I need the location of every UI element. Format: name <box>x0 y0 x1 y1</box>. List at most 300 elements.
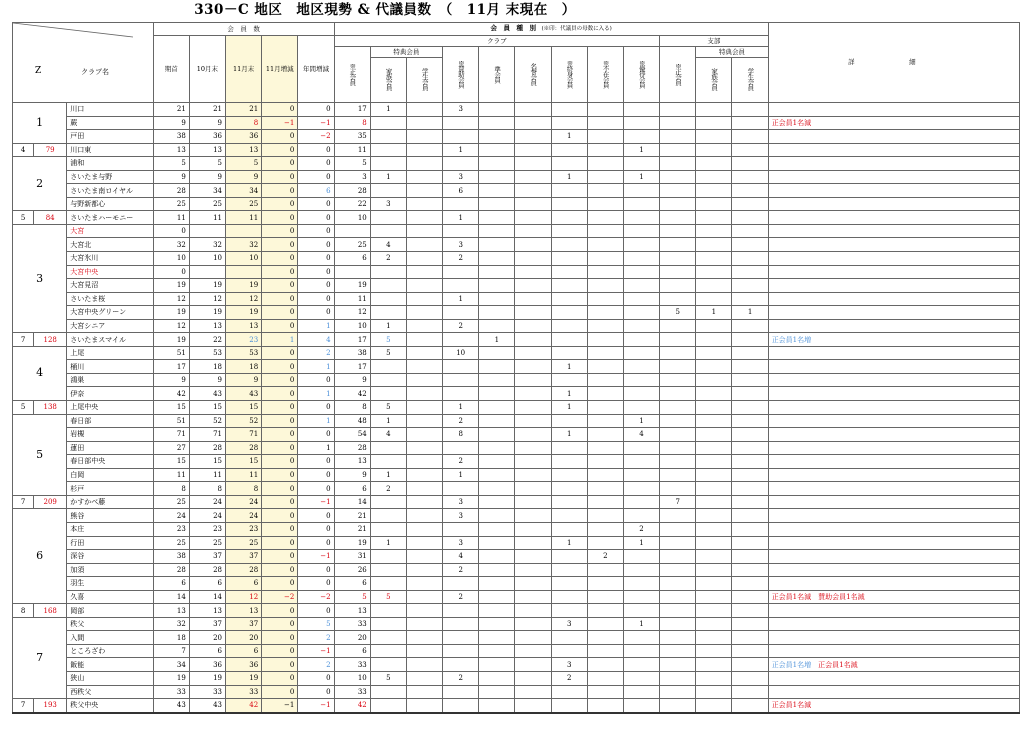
count-2: 6 <box>226 577 262 591</box>
type-5 <box>515 685 551 699</box>
type-1 <box>370 441 406 455</box>
type-5 <box>515 373 551 387</box>
type-7 <box>587 103 623 117</box>
type-8 <box>623 346 659 360</box>
branch-2 <box>732 130 768 144</box>
branch-2 <box>732 252 768 266</box>
branch-0 <box>660 116 696 130</box>
type-4 <box>479 360 515 374</box>
type-5 <box>515 509 551 523</box>
branch-2 <box>732 143 768 157</box>
type-8: 4 <box>623 428 659 442</box>
count-4: 0 <box>298 197 334 211</box>
type-8: 2 <box>623 522 659 536</box>
club-name: 浦和 <box>67 157 153 171</box>
type-7 <box>587 130 623 144</box>
type-5 <box>515 441 551 455</box>
count-2: 42 <box>226 699 262 713</box>
count-4: 6 <box>298 184 334 198</box>
type-1: 2 <box>370 482 406 496</box>
club-row <box>13 265 1020 279</box>
type-2 <box>406 590 442 604</box>
count-4: 0 <box>298 170 334 184</box>
detail-cell <box>768 170 1019 184</box>
type-1: 1 <box>370 414 406 428</box>
branch-2 <box>732 590 768 604</box>
detail-cell <box>768 306 1019 320</box>
count-4: 0 <box>298 522 334 536</box>
branch-0 <box>660 279 696 293</box>
type-2 <box>406 604 442 618</box>
type-7 <box>587 604 623 618</box>
count-1: 11 <box>189 468 225 482</box>
club-name: 狭山 <box>67 671 153 685</box>
type-7 <box>587 184 623 198</box>
type-1 <box>370 658 406 672</box>
type-8 <box>623 373 659 387</box>
branch-1 <box>696 468 732 482</box>
club-name: 戸田 <box>67 130 153 144</box>
count-2: 25 <box>226 536 262 550</box>
type-2 <box>406 116 442 130</box>
type-8 <box>623 360 659 374</box>
type-5 <box>515 482 551 496</box>
type-0: 22 <box>334 197 370 211</box>
type-5 <box>515 116 551 130</box>
count-3: 0 <box>262 130 298 144</box>
type-1 <box>370 116 406 130</box>
club-row <box>13 509 1020 523</box>
count-2 <box>226 224 262 238</box>
type-7 <box>587 211 623 225</box>
count-3: 0 <box>262 184 298 198</box>
type-0: 9 <box>334 468 370 482</box>
type-2 <box>406 211 442 225</box>
branch-0 <box>660 360 696 374</box>
type-5 <box>515 631 551 645</box>
type-1 <box>370 157 406 171</box>
type-6 <box>551 631 587 645</box>
branch-2 <box>732 401 768 415</box>
type-5 <box>515 522 551 536</box>
count-1: 71 <box>189 428 225 442</box>
type-1 <box>370 373 406 387</box>
count-1: 14 <box>189 590 225 604</box>
count-4: 0 <box>298 468 334 482</box>
count-3: 0 <box>262 306 298 320</box>
count-3: 0 <box>262 550 298 564</box>
summary-row <box>13 604 1020 618</box>
club-name: 春日部中央 <box>67 455 153 469</box>
type-5 <box>515 211 551 225</box>
branch-1 <box>696 224 732 238</box>
type-0: 28 <box>334 184 370 198</box>
club-row <box>13 631 1020 645</box>
type-2 <box>406 509 442 523</box>
count-1: 10 <box>189 252 225 266</box>
type-1 <box>370 509 406 523</box>
type-5 <box>515 360 551 374</box>
count-0: 11 <box>153 468 189 482</box>
page-title: 330－C 地区 地区現勢 & 代議員数 （ 11月 末現在 ） <box>194 2 576 18</box>
type-4 <box>479 265 515 279</box>
count-0: 14 <box>153 590 189 604</box>
type-3: 2 <box>443 252 479 266</box>
type-8 <box>623 265 659 279</box>
type-0: 19 <box>334 279 370 293</box>
type-1: 1 <box>370 536 406 550</box>
member-count-header: 会 員 数 <box>153 23 334 36</box>
type-1 <box>370 143 406 157</box>
club-name: 行田 <box>67 536 153 550</box>
branch-0 <box>660 387 696 401</box>
summary-row <box>13 699 1020 713</box>
branch-0 <box>660 577 696 591</box>
type-2 <box>406 550 442 564</box>
type-0: 17 <box>334 333 370 347</box>
type-6 <box>551 522 587 536</box>
count-4: 0 <box>298 265 334 279</box>
count-0: 32 <box>153 238 189 252</box>
count-3: 0 <box>262 346 298 360</box>
count-1: 8 <box>189 482 225 496</box>
count-4: 0 <box>298 671 334 685</box>
type-0: 35 <box>334 130 370 144</box>
type-4 <box>479 279 515 293</box>
branch-0 <box>660 658 696 672</box>
count-0: 8 <box>153 482 189 496</box>
count-3: 1 <box>262 333 298 347</box>
count-3: 0 <box>262 265 298 279</box>
type-4 <box>479 292 515 306</box>
type-3: 3 <box>443 509 479 523</box>
count-2: 19 <box>226 671 262 685</box>
count-2: 19 <box>226 279 262 293</box>
type-5 <box>515 590 551 604</box>
type-0: 14 <box>334 495 370 509</box>
count-0: 0 <box>153 265 189 279</box>
type-4 <box>479 455 515 469</box>
type-2 <box>406 644 442 658</box>
type-2 <box>406 306 442 320</box>
type-1: 2 <box>370 252 406 266</box>
type-1: 5 <box>370 346 406 360</box>
type-6 <box>551 590 587 604</box>
type-0: 9 <box>334 373 370 387</box>
type-3: 3 <box>443 536 479 550</box>
type-8 <box>623 699 659 713</box>
count-4: 1 <box>298 319 334 333</box>
detail-cell <box>768 441 1019 455</box>
branch-1 <box>696 116 732 130</box>
count-4: 5 <box>298 617 334 631</box>
type-7 <box>587 360 623 374</box>
count-0: 28 <box>153 563 189 577</box>
count-col-3: 11月増減 <box>262 36 298 103</box>
type-6: 1 <box>551 360 587 374</box>
type-3 <box>443 333 479 347</box>
detail-cell <box>768 685 1019 699</box>
type-8: 1 <box>623 617 659 631</box>
detail-cell <box>768 346 1019 360</box>
count-0: 24 <box>153 509 189 523</box>
type-3: 2 <box>443 563 479 577</box>
count-2: 36 <box>226 130 262 144</box>
type-4 <box>479 238 515 252</box>
type-8 <box>623 550 659 564</box>
count-2: 18 <box>226 360 262 374</box>
type-3: 1 <box>443 292 479 306</box>
type-2 <box>406 455 442 469</box>
count-1: 6 <box>189 644 225 658</box>
count-4: 0 <box>298 577 334 591</box>
detail-cell <box>768 455 1019 469</box>
branch-2 <box>732 265 768 279</box>
type-7 <box>587 414 623 428</box>
branch-1 <box>696 658 732 672</box>
count-4: 0 <box>298 455 334 469</box>
type-0: 26 <box>334 563 370 577</box>
type-5 <box>515 455 551 469</box>
type-6 <box>551 211 587 225</box>
type-2 <box>406 631 442 645</box>
type-3 <box>443 130 479 144</box>
type-1 <box>370 604 406 618</box>
type-7 <box>587 333 623 347</box>
count-1: 15 <box>189 455 225 469</box>
type-4 <box>479 346 515 360</box>
type-2 <box>406 197 442 211</box>
branch-2 <box>732 360 768 374</box>
branch-1 <box>696 590 732 604</box>
type-0: 33 <box>334 617 370 631</box>
branch-0 <box>660 604 696 618</box>
branch-0 <box>660 265 696 279</box>
count-0: 10 <box>153 252 189 266</box>
type-3: 2 <box>443 319 479 333</box>
club-name: 岩槻 <box>67 428 153 442</box>
type-col-2: 学生会員 <box>406 58 442 103</box>
count-0: 6 <box>153 577 189 591</box>
branch-0 <box>660 319 696 333</box>
count-4: 0 <box>298 482 334 496</box>
count-3: −1 <box>262 116 298 130</box>
type-7 <box>587 522 623 536</box>
count-0: 43 <box>153 699 189 713</box>
club-name: 川口 <box>67 103 153 117</box>
type-8 <box>623 103 659 117</box>
type-8 <box>623 468 659 482</box>
branch-2 <box>732 468 768 482</box>
count-4: 0 <box>298 211 334 225</box>
club-name: さいたま南ロイヤル <box>67 184 153 198</box>
type-2 <box>406 170 442 184</box>
type-4 <box>479 428 515 442</box>
type-2 <box>406 428 442 442</box>
branch-2 <box>732 184 768 198</box>
type-3 <box>443 265 479 279</box>
club-name: 川口東 <box>67 143 153 157</box>
type-6 <box>551 252 587 266</box>
count-0: 12 <box>153 292 189 306</box>
type-8 <box>623 482 659 496</box>
count-3: 0 <box>262 428 298 442</box>
type-0: 10 <box>334 211 370 225</box>
type-6 <box>551 143 587 157</box>
club-name: さいたまスマイル <box>67 333 153 347</box>
count-3: 0 <box>262 644 298 658</box>
type-1: 5 <box>370 590 406 604</box>
detail-cell <box>768 631 1019 645</box>
type-0: 33 <box>334 658 370 672</box>
detail-cell <box>768 211 1019 225</box>
branch-1 <box>696 441 732 455</box>
type-0: 10 <box>334 319 370 333</box>
count-4: 4 <box>298 333 334 347</box>
type-6 <box>551 509 587 523</box>
type-4 <box>479 482 515 496</box>
summary-club-count: 4 <box>13 143 34 157</box>
type-7 <box>587 143 623 157</box>
type-6: 3 <box>551 658 587 672</box>
type-7 <box>587 631 623 645</box>
type-3: 3 <box>443 170 479 184</box>
type-2 <box>406 617 442 631</box>
type-1: 1 <box>370 319 406 333</box>
type-4 <box>479 685 515 699</box>
count-4: 0 <box>298 306 334 320</box>
count-3: 0 <box>262 157 298 171</box>
type-2 <box>406 279 442 293</box>
type-8 <box>623 631 659 645</box>
detail-cell <box>768 509 1019 523</box>
club-name: 大宮 <box>67 224 153 238</box>
count-2: 11 <box>226 468 262 482</box>
type-5 <box>515 130 551 144</box>
type-2 <box>406 143 442 157</box>
count-2: 52 <box>226 414 262 428</box>
count-4: −2 <box>298 590 334 604</box>
count-0: 25 <box>153 495 189 509</box>
type-0: 20 <box>334 631 370 645</box>
branch-0 <box>660 103 696 117</box>
type-7: 2 <box>587 550 623 564</box>
branch-2 <box>732 197 768 211</box>
type-0: 33 <box>334 685 370 699</box>
branch-2 <box>732 387 768 401</box>
branch-1 <box>696 238 732 252</box>
type-1: 3 <box>370 197 406 211</box>
type-4 <box>479 644 515 658</box>
type-6 <box>551 157 587 171</box>
type-4 <box>479 563 515 577</box>
count-1: 37 <box>189 550 225 564</box>
type-1 <box>370 279 406 293</box>
type-8: 1 <box>623 536 659 550</box>
type-5 <box>515 265 551 279</box>
type-5 <box>515 103 551 117</box>
detail-cell <box>768 360 1019 374</box>
type-3 <box>443 157 479 171</box>
branch-1 <box>696 279 732 293</box>
count-3: 0 <box>262 617 298 631</box>
type-5 <box>515 333 551 347</box>
type-1 <box>370 550 406 564</box>
branch-0 <box>660 170 696 184</box>
count-2: 11 <box>226 211 262 225</box>
summary-club-count: 8 <box>13 604 34 618</box>
type-8 <box>623 577 659 591</box>
type-0 <box>334 265 370 279</box>
count-2: 34 <box>226 184 262 198</box>
detail-cell <box>768 292 1019 306</box>
branch-0 <box>660 482 696 496</box>
branch-0 <box>660 522 696 536</box>
branch-1 <box>696 428 732 442</box>
count-0: 28 <box>153 184 189 198</box>
club-row <box>13 170 1020 184</box>
count-col-2: 11月末 <box>226 36 262 103</box>
type-3 <box>443 617 479 631</box>
club-name: 熊谷 <box>67 509 153 523</box>
type-4 <box>479 387 515 401</box>
count-2: 15 <box>226 401 262 415</box>
type-1 <box>370 631 406 645</box>
type-0: 6 <box>334 577 370 591</box>
type-4 <box>479 577 515 591</box>
type-6 <box>551 455 587 469</box>
type-6 <box>551 116 587 130</box>
count-0: 17 <box>153 360 189 374</box>
club-name: 白岡 <box>67 468 153 482</box>
type-5 <box>515 550 551 564</box>
type-5 <box>515 671 551 685</box>
type-0: 6 <box>334 482 370 496</box>
type-0: 6 <box>334 644 370 658</box>
count-1: 15 <box>189 401 225 415</box>
branch-2 <box>732 346 768 360</box>
zone-number: 3 <box>13 224 67 332</box>
type-6 <box>551 103 587 117</box>
branch-2 <box>732 170 768 184</box>
summary-member-total: 209 <box>34 495 67 509</box>
count-1: 19 <box>189 306 225 320</box>
type-6: 1 <box>551 536 587 550</box>
type-3 <box>443 360 479 374</box>
branch-0 <box>660 563 696 577</box>
type-5 <box>515 252 551 266</box>
type-0: 5 <box>334 157 370 171</box>
diagonal-line <box>13 23 133 103</box>
count-3: 0 <box>262 522 298 536</box>
club-name: 鴻巣 <box>67 373 153 387</box>
count-1: 13 <box>189 143 225 157</box>
type-1 <box>370 644 406 658</box>
type-4 <box>479 143 515 157</box>
count-1: 21 <box>189 103 225 117</box>
type-7 <box>587 170 623 184</box>
club-name: 大宮シニア <box>67 319 153 333</box>
type-0: 21 <box>334 509 370 523</box>
type-2 <box>406 495 442 509</box>
type-7 <box>587 279 623 293</box>
count-1: 9 <box>189 373 225 387</box>
branch-0 <box>660 428 696 442</box>
count-4: 1 <box>298 387 334 401</box>
count-0: 13 <box>153 143 189 157</box>
type-7 <box>587 590 623 604</box>
type-4 <box>479 184 515 198</box>
